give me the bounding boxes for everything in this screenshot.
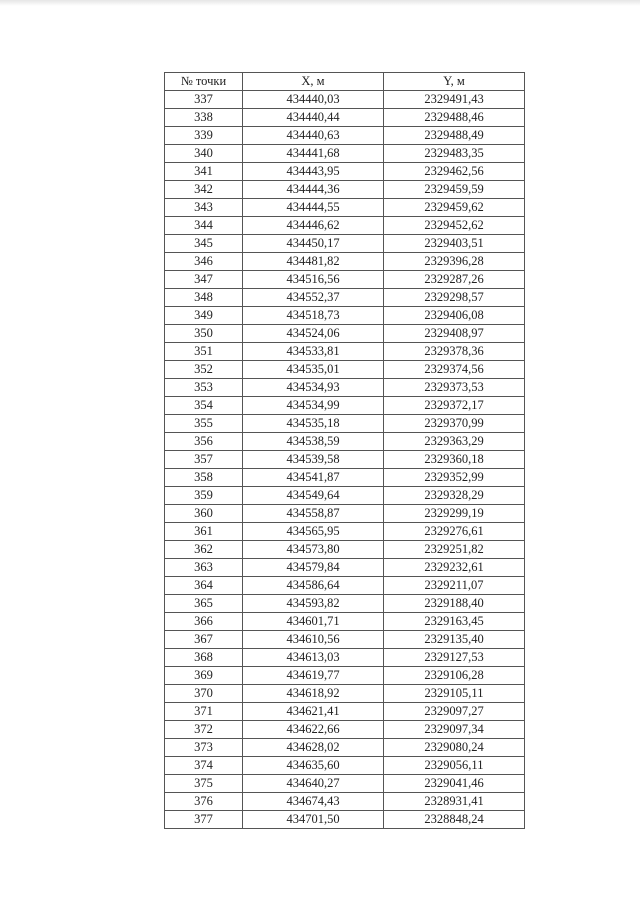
cell-y: 2329328,29	[384, 487, 525, 505]
cell-point-number: 352	[165, 361, 243, 379]
cell-point-number: 376	[165, 793, 243, 811]
table-row	[165, 703, 525, 721]
cell-point-number: 357	[165, 451, 243, 469]
cell-point-number: 341	[165, 163, 243, 181]
table-row	[165, 109, 525, 127]
table-header-row	[165, 73, 525, 91]
table-body	[165, 91, 525, 829]
cell-x: 434586,64	[243, 577, 384, 595]
coordinates-table	[164, 72, 525, 829]
cell-y: 2329106,28	[384, 667, 525, 685]
table-row	[165, 775, 525, 793]
cell-point-number: 344	[165, 217, 243, 235]
cell-point-number: 375	[165, 775, 243, 793]
cell-point-number: 374	[165, 757, 243, 775]
cell-x: 434444,55	[243, 199, 384, 217]
cell-x: 434635,60	[243, 757, 384, 775]
cell-x: 434610,56	[243, 631, 384, 649]
cell-point-number: 361	[165, 523, 243, 541]
table-row	[165, 253, 525, 271]
table-row	[165, 361, 525, 379]
cell-y: 2329211,07	[384, 577, 525, 595]
cell-y: 2329041,46	[384, 775, 525, 793]
cell-y: 2329135,40	[384, 631, 525, 649]
cell-y: 2329459,62	[384, 199, 525, 217]
cell-point-number: 356	[165, 433, 243, 451]
cell-x: 434552,37	[243, 289, 384, 307]
table-row	[165, 289, 525, 307]
cell-point-number: 372	[165, 721, 243, 739]
cell-point-number: 366	[165, 613, 243, 631]
table-row	[165, 307, 525, 325]
cell-y: 2329232,61	[384, 559, 525, 577]
table-row	[165, 577, 525, 595]
cell-y: 2329056,11	[384, 757, 525, 775]
cell-point-number: 358	[165, 469, 243, 487]
cell-x: 434541,87	[243, 469, 384, 487]
cell-point-number: 345	[165, 235, 243, 253]
cell-x: 434601,71	[243, 613, 384, 631]
cell-x: 434539,58	[243, 451, 384, 469]
table-row	[165, 487, 525, 505]
cell-point-number: 350	[165, 325, 243, 343]
cell-x: 434619,77	[243, 667, 384, 685]
cell-point-number: 362	[165, 541, 243, 559]
cell-x: 434628,02	[243, 739, 384, 757]
cell-y: 2329352,99	[384, 469, 525, 487]
table-row	[165, 217, 525, 235]
cell-x: 434440,44	[243, 109, 384, 127]
cell-y: 2329097,34	[384, 721, 525, 739]
cell-point-number: 373	[165, 739, 243, 757]
cell-x: 434481,82	[243, 253, 384, 271]
cell-x: 434535,01	[243, 361, 384, 379]
table-row	[165, 325, 525, 343]
table-row	[165, 145, 525, 163]
table-row	[165, 505, 525, 523]
cell-y: 2329403,51	[384, 235, 525, 253]
cell-y: 2329373,53	[384, 379, 525, 397]
cell-x: 434640,27	[243, 775, 384, 793]
cell-x: 434701,50	[243, 811, 384, 829]
cell-point-number: 340	[165, 145, 243, 163]
table-row	[165, 199, 525, 217]
cell-y: 2329360,18	[384, 451, 525, 469]
cell-point-number: 371	[165, 703, 243, 721]
cell-y: 2328848,24	[384, 811, 525, 829]
cell-point-number: 377	[165, 811, 243, 829]
cell-x: 434516,56	[243, 271, 384, 289]
cell-x: 434549,64	[243, 487, 384, 505]
cell-x: 434593,82	[243, 595, 384, 613]
cell-y: 2329363,29	[384, 433, 525, 451]
cell-y: 2329452,62	[384, 217, 525, 235]
cell-point-number: 349	[165, 307, 243, 325]
cell-y: 2329251,82	[384, 541, 525, 559]
table-row	[165, 685, 525, 703]
cell-y: 2329287,26	[384, 271, 525, 289]
header-y: Y, м	[384, 73, 525, 91]
cell-point-number: 347	[165, 271, 243, 289]
cell-x: 434440,03	[243, 91, 384, 109]
cell-x: 434533,81	[243, 343, 384, 361]
table-row	[165, 271, 525, 289]
coordinates-table-container	[164, 72, 524, 829]
cell-y: 2329491,43	[384, 91, 525, 109]
cell-point-number: 355	[165, 415, 243, 433]
cell-y: 2329488,46	[384, 109, 525, 127]
table-row	[165, 757, 525, 775]
cell-x: 434579,84	[243, 559, 384, 577]
cell-x: 434622,66	[243, 721, 384, 739]
cell-point-number: 346	[165, 253, 243, 271]
table-row	[165, 379, 525, 397]
cell-point-number: 360	[165, 505, 243, 523]
table-row	[165, 721, 525, 739]
cell-y: 2329374,56	[384, 361, 525, 379]
table-row	[165, 127, 525, 145]
cell-x: 434573,80	[243, 541, 384, 559]
table-row	[165, 469, 525, 487]
table-row	[165, 667, 525, 685]
cell-x: 434518,73	[243, 307, 384, 325]
cell-x: 434446,62	[243, 217, 384, 235]
cell-y: 2329459,59	[384, 181, 525, 199]
cell-y: 2329080,24	[384, 739, 525, 757]
cell-point-number: 364	[165, 577, 243, 595]
cell-y: 2329105,11	[384, 685, 525, 703]
cell-point-number: 339	[165, 127, 243, 145]
cell-y: 2329298,57	[384, 289, 525, 307]
cell-x: 434534,99	[243, 397, 384, 415]
table-row	[165, 91, 525, 109]
cell-point-number: 351	[165, 343, 243, 361]
cell-point-number: 348	[165, 289, 243, 307]
cell-point-number: 370	[165, 685, 243, 703]
cell-point-number: 365	[165, 595, 243, 613]
cell-x: 434565,95	[243, 523, 384, 541]
cell-point-number: 363	[165, 559, 243, 577]
cell-x: 434441,68	[243, 145, 384, 163]
table-row	[165, 235, 525, 253]
table-row	[165, 541, 525, 559]
table-row	[165, 163, 525, 181]
cell-point-number: 367	[165, 631, 243, 649]
cell-x: 434558,87	[243, 505, 384, 523]
cell-y: 2329299,19	[384, 505, 525, 523]
cell-x: 434443,95	[243, 163, 384, 181]
cell-x: 434621,41	[243, 703, 384, 721]
table-row	[165, 595, 525, 613]
cell-x: 434440,63	[243, 127, 384, 145]
header-x: X, м	[243, 73, 384, 91]
cell-y: 2329483,35	[384, 145, 525, 163]
header-point-number: № точки	[165, 73, 243, 91]
cell-y: 2329097,27	[384, 703, 525, 721]
table-row	[165, 613, 525, 631]
table-row	[165, 451, 525, 469]
cell-y: 2329378,36	[384, 343, 525, 361]
cell-y: 2329163,45	[384, 613, 525, 631]
cell-y: 2328931,41	[384, 793, 525, 811]
cell-y: 2329408,97	[384, 325, 525, 343]
cell-point-number: 337	[165, 91, 243, 109]
cell-y: 2329462,56	[384, 163, 525, 181]
cell-x: 434535,18	[243, 415, 384, 433]
cell-x: 434450,17	[243, 235, 384, 253]
table-row	[165, 649, 525, 667]
table-row	[165, 739, 525, 757]
cell-y: 2329488,49	[384, 127, 525, 145]
cell-point-number: 368	[165, 649, 243, 667]
table-row	[165, 415, 525, 433]
table-row	[165, 559, 525, 577]
table-row	[165, 343, 525, 361]
cell-x: 434618,92	[243, 685, 384, 703]
cell-x: 434538,59	[243, 433, 384, 451]
cell-y: 2329370,99	[384, 415, 525, 433]
table-row	[165, 631, 525, 649]
cell-x: 434534,93	[243, 379, 384, 397]
cell-x: 434613,03	[243, 649, 384, 667]
table-row	[165, 433, 525, 451]
cell-point-number: 338	[165, 109, 243, 127]
cell-x: 434674,43	[243, 793, 384, 811]
page-top-shadow	[0, 0, 640, 6]
cell-point-number: 342	[165, 181, 243, 199]
table-row	[165, 793, 525, 811]
cell-point-number: 369	[165, 667, 243, 685]
cell-point-number: 343	[165, 199, 243, 217]
cell-y: 2329396,28	[384, 253, 525, 271]
table-row	[165, 181, 525, 199]
cell-x: 434444,36	[243, 181, 384, 199]
cell-x: 434524,06	[243, 325, 384, 343]
cell-point-number: 353	[165, 379, 243, 397]
table-row	[165, 811, 525, 829]
cell-y: 2329372,17	[384, 397, 525, 415]
table-row	[165, 523, 525, 541]
cell-y: 2329188,40	[384, 595, 525, 613]
cell-point-number: 359	[165, 487, 243, 505]
cell-y: 2329276,61	[384, 523, 525, 541]
table-row	[165, 397, 525, 415]
cell-point-number: 354	[165, 397, 243, 415]
cell-y: 2329406,08	[384, 307, 525, 325]
cell-y: 2329127,53	[384, 649, 525, 667]
